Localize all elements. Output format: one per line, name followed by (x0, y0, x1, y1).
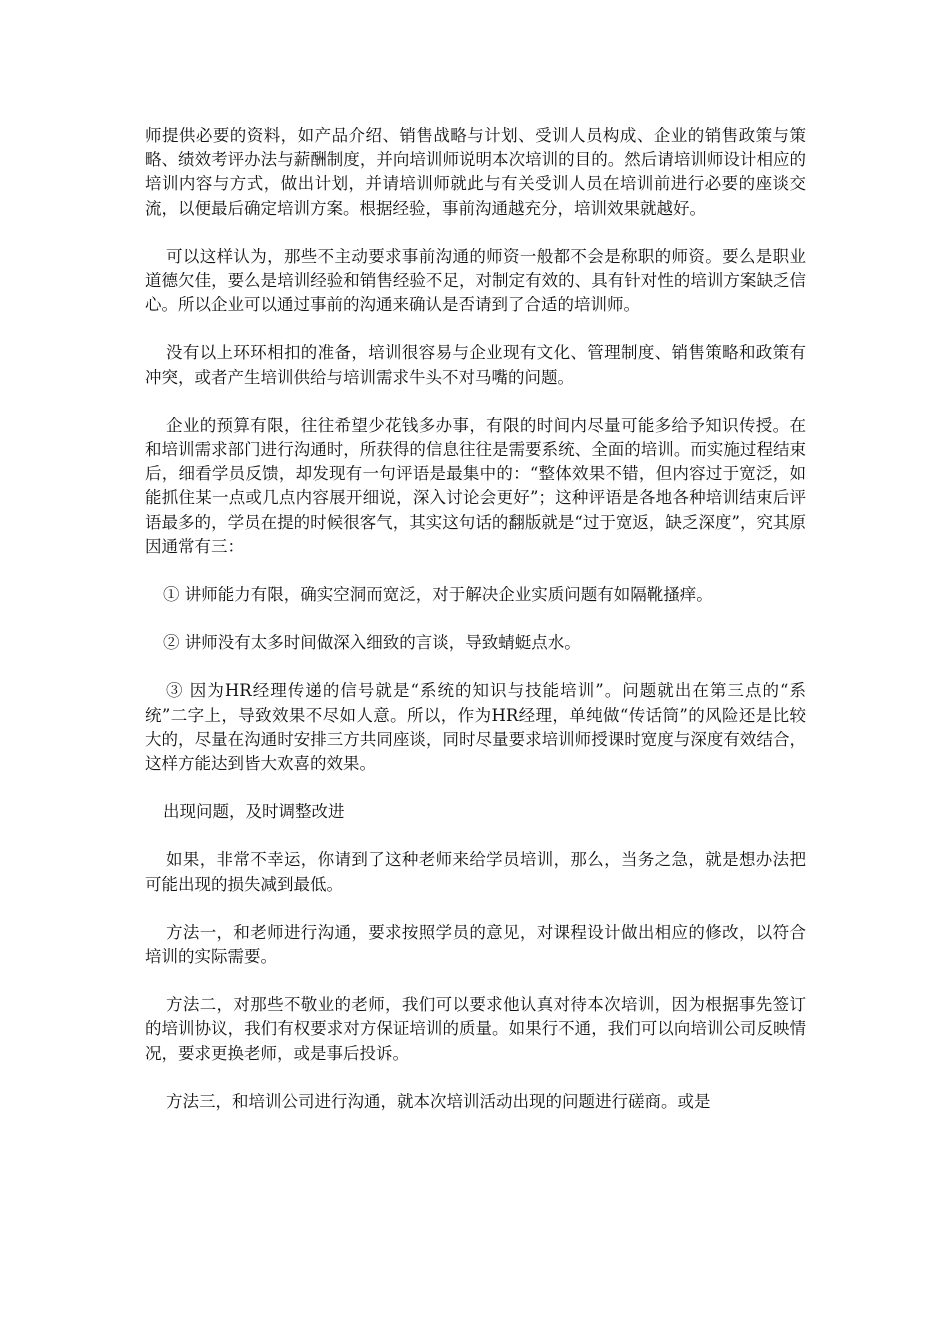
paragraph-intro: 师提供必要的资料，如产品介绍、销售战略与计划、受训人员构成、企业的销售政策与策略、绩效考评办法与薪酬制度，并向培训师说明本次培训的目的。然后请培训师设计相应的培训内容与方式，做出计划，并请培训师就此与有关受训人员在培训前进行必要的座谈交流，以便最后确定培训方案。根据经验，事前沟通越充分，培训效果就越好。 (145, 126, 806, 218)
paragraph-qualified-trainer: 可以这样认为，那些不主动要求事前沟通的师资一般都不会是称职的师资。要么是职业道德欠佳，要么是培训经验和销售经验不足，对制定有效的、具有针对性的培训方案缺乏信心。所以企业可以通过事前的沟通来确认是否请到了合适的培训师。 (145, 246, 806, 315)
paragraph-preparation: 没有以上环环相扣的准备，培训很容易与企业现有文化、管理制度、销售策略和政策有冲突，或者产生培训供给与培训需求牛头不对马嘴的问题。 (145, 343, 806, 387)
paragraph-budget: 企业的预算有限，往往希望少花钱多办事，有限的时间内尽量可能多给予知识传授。在和培训需求部门进行沟通时，所获得的信息往往是需要系统、全面的培训。而实施过程结束后，细看学员反馈，却发现有一句评语是最集中的：“整体效果不错，但内容过于宽泛，如能抓住某一点或几点内容展开细说，深入讨论会更好”；这种评语是各地各种培训结束后评语最多的，学员在提的时候很客气，其实这句话的翻版就是“过于宽返，缺乏深度”，究其原因通常有三： (145, 415, 806, 556)
paragraph-method-2: 方法二，对那些不敬业的老师，我们可以要求他认真对待本次培训，因为根据事先签订的培训协议，我们有权要求对方保证培训的质量。如果行不通，我们可以向培训公司反映情况，要求更换老师，或是事后投诉。 (145, 995, 806, 1063)
paragraph-method-1: 方法一，和老师进行沟通，要求按照学员的意见，对课程设计做出相应的修改，以符合培训的实际需要。 (145, 922, 806, 967)
list-item-reason-2: ② 讲师没有太多时间做深入细致的言谈，导致蜻蜓点水。 (163, 633, 581, 653)
paragraph-unlucky: 如果，非常不幸运，你请到了这种老师来给学员培训，那么，当务之急，就是想办法把可能出现的损失减到最低。 (145, 850, 806, 894)
section-heading: 出现问题，及时调整改进 (163, 802, 345, 822)
document-body (145, 124, 806, 1114)
paragraph-method-3: 方法三，和培训公司进行沟通，就本次培训活动出现的问题进行磋商。或是 (165, 1091, 711, 1111)
list-item-reason-3: ③ 因为HR经理传递的信号就是“系统的知识与技能培训”。问题就出在第三点的“系统”二字上，导致效果不尽如人意。所以，作为HR经理，单纯做“传话筒”的风险还是比较大的，尽量在沟通时安排三方共同座谈，同时尽量要求培训师授课时宽度与深度有效结合，这样方能达到皆大欢喜的效果。 (145, 681, 806, 774)
list-item-reason-1: ① 讲师能力有限，确实空洞而宽泛，对于解决企业实质问题有如隔靴搔痒。 (163, 585, 713, 605)
